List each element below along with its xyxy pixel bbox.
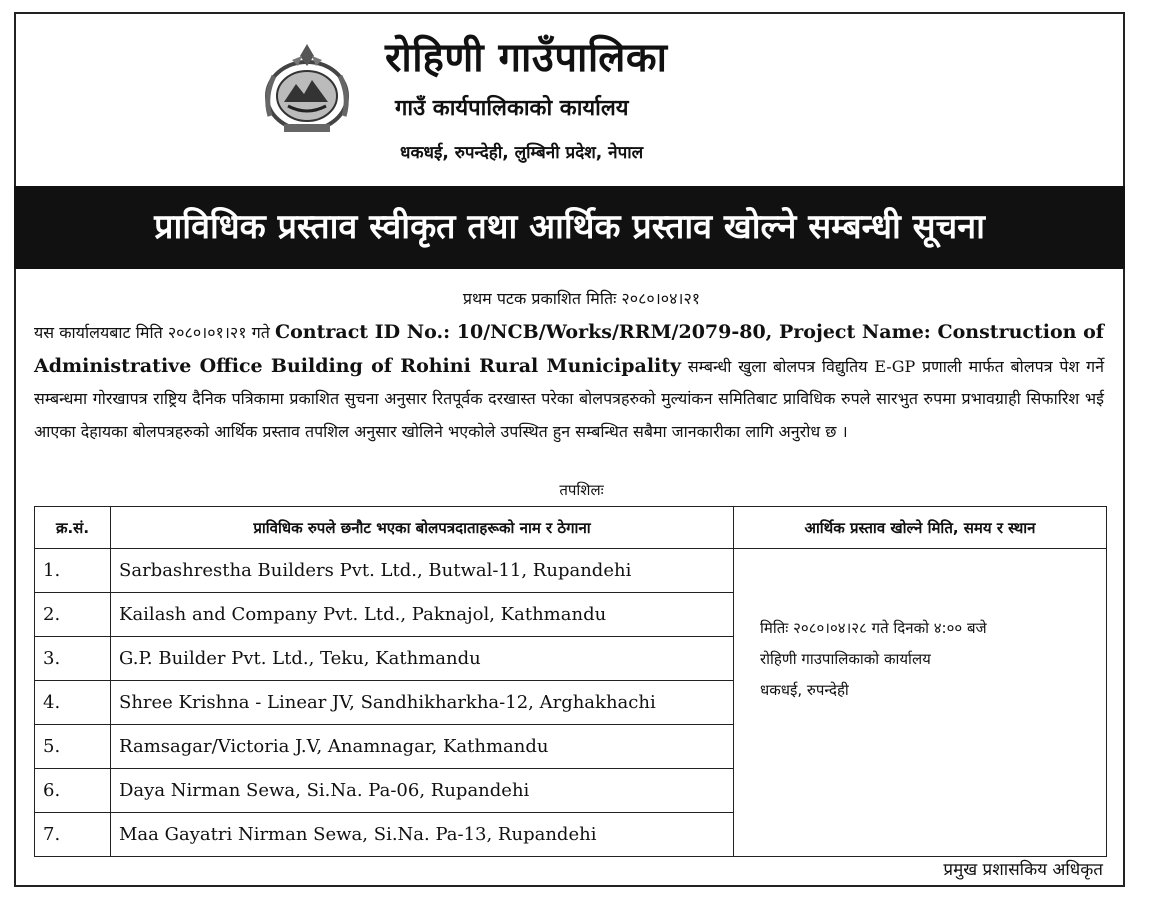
contract-details: Contract ID No.: 10/NCB/Works/RRM/2079-80, Project Name: Construction of Administrative Office Building of Rohini Rural Municipality (34, 321, 1104, 377)
row-sn: 7. (35, 813, 111, 857)
signatory-title: प्रमुख प्रशासकिय अधिकृत (943, 860, 1103, 880)
office-name: गाउँ कार्यपालिकाको कार्यालय (395, 96, 629, 121)
header-opening-details: आर्थिक प्रस्ताव खोल्ने मिति, समय र स्थान (734, 507, 1107, 549)
row-sn: 4. (35, 681, 111, 725)
row-sn: 6. (35, 769, 111, 813)
notice-intro: यस कार्यालयबाट मिति २०८०।०१।२१ गते (34, 323, 270, 342)
details-label: तपशिलः (559, 481, 604, 499)
title-banner (14, 186, 1125, 269)
office-address: धकधई, रुपन्देही, लुम्बिनी प्रदेश, नेपाल (400, 143, 644, 163)
opening-venue: रोहिणी गाउपालिकाको कार्यालय (760, 650, 931, 668)
bidders-table (34, 506, 1107, 857)
row-sn: 5. (35, 725, 111, 769)
row-bidder-name: G.P. Builder Pvt. Ltd., Teku, Kathmandu (111, 637, 734, 681)
notice-title: प्राविधिक प्रस्ताव स्वीकृत तथा आर्थिक प्रस्ताव खोल्ने सम्बन्धी सूचना (154, 207, 985, 247)
row-bidder-name: Ramsagar/Victoria J.V, Anamnagar, Kathmandu (111, 725, 734, 769)
notice-body (34, 316, 1104, 448)
row-bidder-name: Shree Krishna - Linear JV, Sandhikharkha-12, Arghakhachi (111, 681, 734, 725)
opening-details (734, 549, 1107, 857)
table-header-row (35, 507, 1107, 549)
government-emblem (256, 36, 358, 136)
table-row (35, 549, 1107, 593)
first-published-date: प्रथम पटक प्रकाशित मितिः २०८०।०४।२१ (462, 289, 701, 308)
row-bidder-name: Daya Nirman Sewa, Si.Na. Pa-06, Rupandehi (111, 769, 734, 813)
row-sn: 2. (35, 593, 111, 637)
org-name: रोहिणी गाउँपालिका (385, 35, 668, 81)
row-sn: 1. (35, 549, 111, 593)
opening-location: धकधई, रुपन्देही (760, 681, 849, 699)
row-bidder-name: Sarbashrestha Builders Pvt. Ltd., Butwal-11, Rupandehi (111, 549, 734, 593)
row-bidder-name: Kailash and Company Pvt. Ltd., Paknajol, Kathmandu (111, 593, 734, 637)
row-sn: 3. (35, 637, 111, 681)
notice-body-text: सम्बन्धी खुला बोलपत्र विद्युतिय E-GP प्रणाली मार्फत बोलपत्र पेश गर्ने सम्बन्धमा गोरखापत्र राष्ट्रिय दैनिक पत्रिकामा प्रकाशित सुचना अनुसार रितपूर्वक दरखास्त परेका बोलपत्रहरुको मुल्यांकन समितिबाट प्राविधिक रुपले सारभुत रुपमा प्रभावग्राही सिफारिश भई आएका देहायका बोलपत्रहरुको आर्थिक प्रस्ताव तपशिल अनुसार खोलिने भएकोले उपस्थित हुन सम्बन्धित सबैमा जानकारीका लागि अनुरोध छ । (34, 356, 1104, 441)
header-sn: क्र.सं. (35, 507, 111, 549)
opening-date-time: मितिः २०८०।०४।२८ गते दिनको ४:०० बजे (760, 619, 987, 637)
row-bidder-name: Maa Gayatri Nirman Sewa, Si.Na. Pa-13, Rupandehi (111, 813, 734, 857)
header-bidder-name: प्राविधिक रुपले छनौट भएका बोलपत्रदाताहरूको नाम र ठेगाना (111, 507, 734, 549)
